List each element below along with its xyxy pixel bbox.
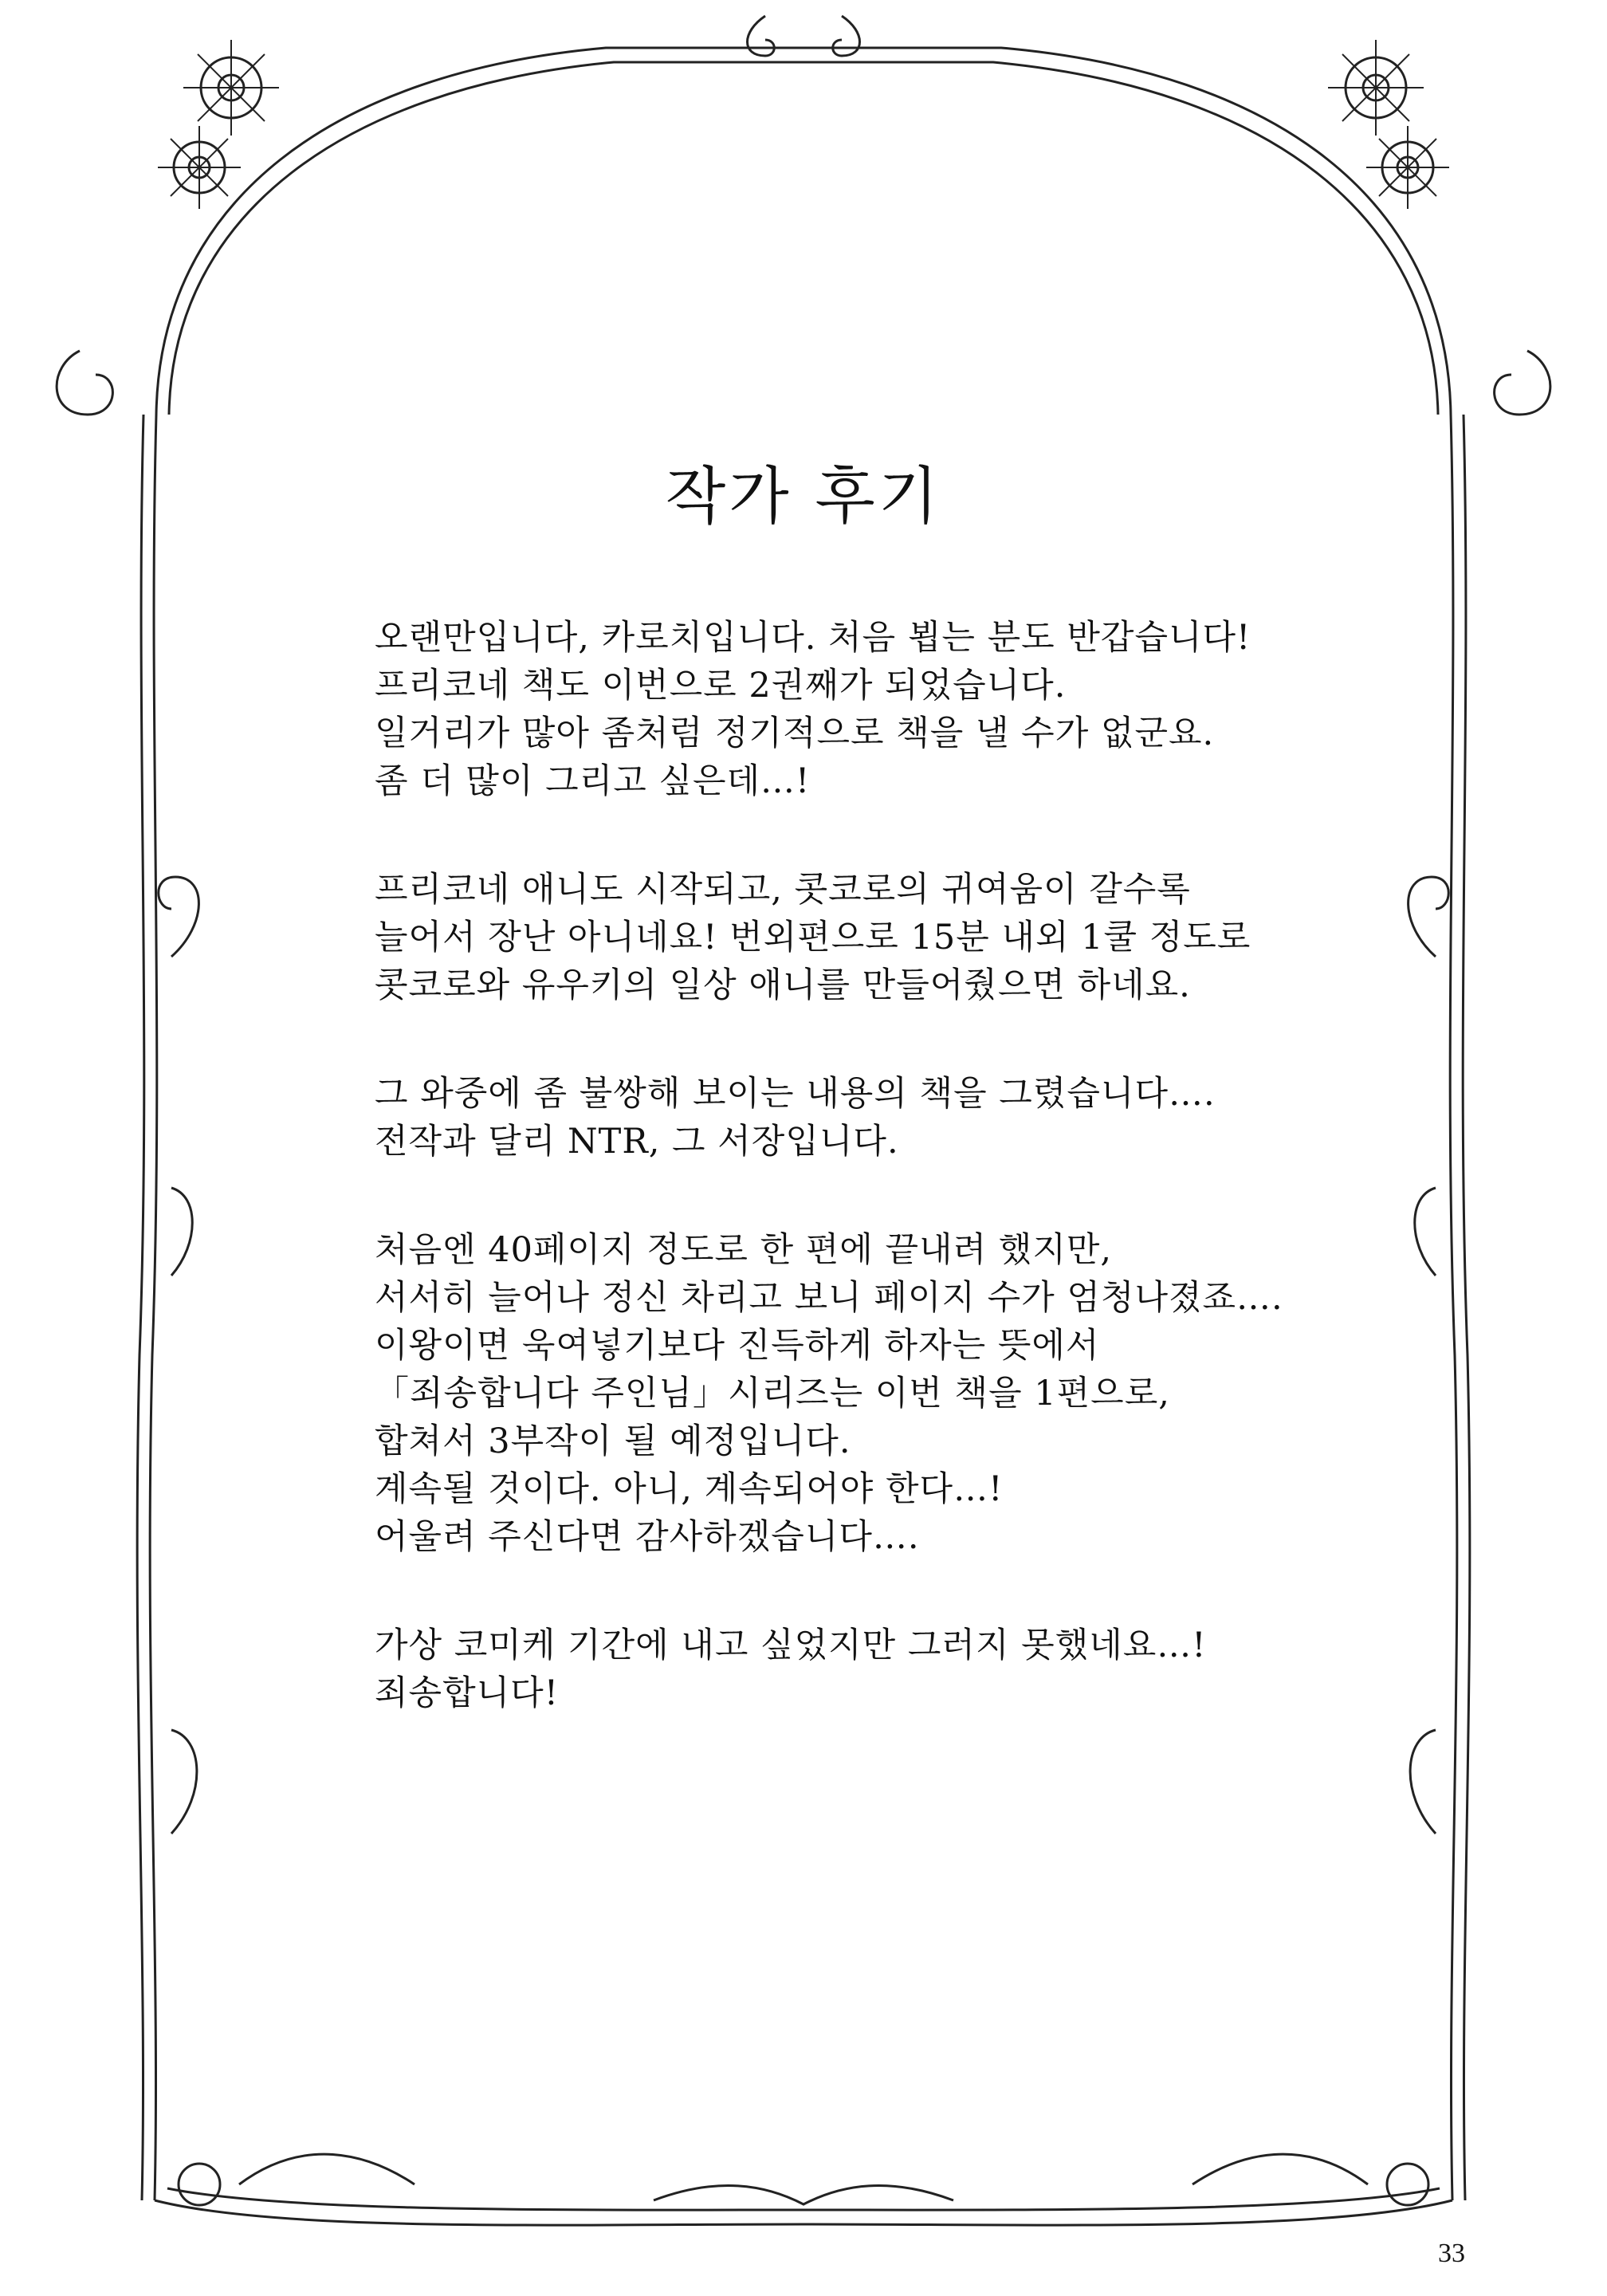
text-line: 「죄송합니다 주인님」시리즈는 이번 책을 1편으로, (375, 1374, 1170, 1413)
afterword-body (375, 614, 1371, 1717)
text-line: 죄송합니다! (375, 1673, 559, 1713)
text-line: 처음엔 40페이지 정도로 한 편에 끝내려 했지만, (375, 1230, 1113, 1270)
text-line: 오랜만입니다, 카로치입니다. 처음 뵙는 분도 반갑습니다! (375, 618, 1251, 658)
paragraph-gap (375, 1009, 1371, 1070)
text-line: 프리코네 책도 이번으로 2권째가 되었습니다. (375, 666, 1067, 706)
text-line: 전작과 달리 NTR, 그 서장입니다. (375, 1122, 899, 1162)
paragraph (375, 1070, 1371, 1166)
text-line: 좀 더 많이 그리고 싶은데…! (375, 761, 811, 801)
paragraph-gap (375, 805, 1371, 866)
paragraph (375, 1622, 1371, 1717)
text-line: 콧코로와 유우키의 일상 애니를 만들어줬으면 하네요. (375, 965, 1191, 1005)
text-line: 늘어서 장난 아니네요! 번외편으로 15분 내외 1쿨 정도로 (375, 918, 1251, 957)
paragraph (375, 614, 1371, 805)
paragraph-gap (375, 1561, 1371, 1622)
text-line: 합쳐서 3부작이 될 예정입니다. (375, 1421, 851, 1461)
text-line: 계속될 것이다. 아니, 계속되어야 한다…! (375, 1469, 1004, 1509)
text-line: 어울려 주신다면 감사하겠습니다…. (375, 1517, 920, 1557)
text-line: 이왕이면 욱여넣기보다 진득하게 하자는 뜻에서 (375, 1326, 1100, 1366)
text-line: 프리코네 애니도 시작되고, 콧코로의 귀여움이 갈수록 (375, 870, 1191, 910)
text-line: 가상 코미케 기간에 내고 싶었지만 그러지 못했네요…! (375, 1626, 1207, 1665)
page-number: 33 (1438, 2239, 1465, 2268)
paragraph-gap (375, 1166, 1371, 1226)
paragraph (375, 1226, 1371, 1561)
paragraph (375, 866, 1371, 1009)
text-line: 그 와중에 좀 불쌍해 보이는 내용의 책을 그렸습니다…. (375, 1074, 1216, 1114)
page-title: 작가 후기 (665, 461, 942, 533)
text-line: 서서히 늘어나 정신 차리고 보니 페이지 수가 엄청나졌죠…. (375, 1278, 1283, 1318)
text-line: 일거리가 많아 좀처럼 정기적으로 책을 낼 수가 없군요. (375, 714, 1215, 753)
